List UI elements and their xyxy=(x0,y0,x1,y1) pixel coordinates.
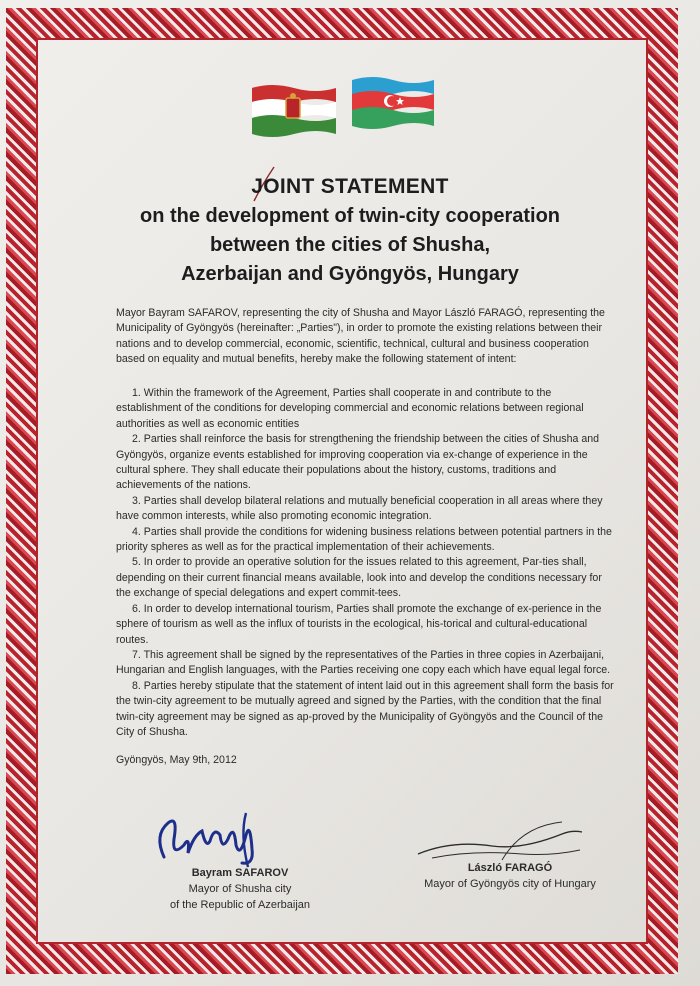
statement-item: 8. Parties hereby stipulate that the statement of intent laid out in this agreement shall form the basis for the twin-city agreement to be mutually agreed and signed by the Parties, with the condition that the final twin-city agreement may be signed as ap-proved by the Municipality of Gyöngyös and the Council of the City of Shusha. xyxy=(116,679,614,738)
signatory-2-role: Mayor of Gyöngyös city of Hungary xyxy=(424,878,596,890)
signatory-1-name: Bayram SAFAROV xyxy=(191,867,289,879)
flags xyxy=(250,72,440,147)
statement-item: 5. In order to provide an operative solution for the issues related to this agreement, Par-ties shall, depending on their current financial means available, look into and develop the conditions necessary for the exchange of special delegations and expert commit-tees. xyxy=(116,556,602,600)
document-subtitle xyxy=(40,202,660,289)
statement-items xyxy=(116,386,616,740)
statement-item: 1. Within the framework of the Agreement, Parties shall cooperate in and contribute to the establishment of the conditions for developing commercial and economic relations between regional authorities as well as economic entities xyxy=(116,387,584,430)
document-title: JOINT STATEMENT xyxy=(251,175,449,198)
subtitle-line-3: Azerbaijan and Gyöngyös, Hungary xyxy=(181,263,519,285)
statement-item: 3. Parties shall develop bilateral relations and mutually beneficial cooperation in all areas where they have common interests, while also promoting economic integration. xyxy=(116,494,603,523)
subtitle-line-1: on the development of twin-city cooperation xyxy=(139,205,561,227)
hungarian-flag-icon xyxy=(250,82,338,140)
signatory-1 xyxy=(150,865,330,913)
statement-item: 4. Parties shall provide the conditions for widening business relations between potential partners in the priority spheres as well as for the practical implementation of their achievements. xyxy=(116,525,612,554)
statement-item: 6. In order to develop international tourism, Parties shall promote the exchange of ex-perience in the sphere of tourism as well as the influx of tourists in the ecological, his-torical and cultural-educational routes. xyxy=(116,602,602,646)
signing-date: Gyöngyös, May 9th, 2012 xyxy=(116,754,237,766)
subtitle-line-2: between the cities of Shusha, xyxy=(209,234,491,256)
signatory-2-name: László FARAGÓ xyxy=(467,862,553,874)
signatory-2 xyxy=(405,860,615,892)
azerbaijani-flag-icon xyxy=(350,72,436,130)
signatory-1-org: of the Republic of Azerbaijan xyxy=(169,899,311,911)
statement-item: 2. Parties shall reinforce the basis for strengthening the friendship between the cities of Shusha and Gyöngyös, organize events established for improving cooperation via ex-change of experience in the cultural sphere. They shall educate their populations about the history, customs, traditions and achievements of the nations. xyxy=(116,433,599,492)
signatory-1-role: Mayor of Shusha city xyxy=(188,883,292,895)
statement-item: 7. This agreement shall be signed by the representatives of the Parties in three copies in Azerbaijani, Hungarian and English languages, with the Parties receiving one copy each which have equal legal force. xyxy=(116,648,611,677)
intro-paragraph: Mayor Bayram SAFAROV, representing the city of Shusha and Mayor László FARAGÓ, representing the Municipality of Gyöngyös (hereinafter: „Parties"), in order to promote the existing relations between their nations and to develop commercial, economic, scientific, technical, cultural and business cooperation based on equality and mutual benefits, hereby make the following statement of intent: xyxy=(116,307,605,366)
